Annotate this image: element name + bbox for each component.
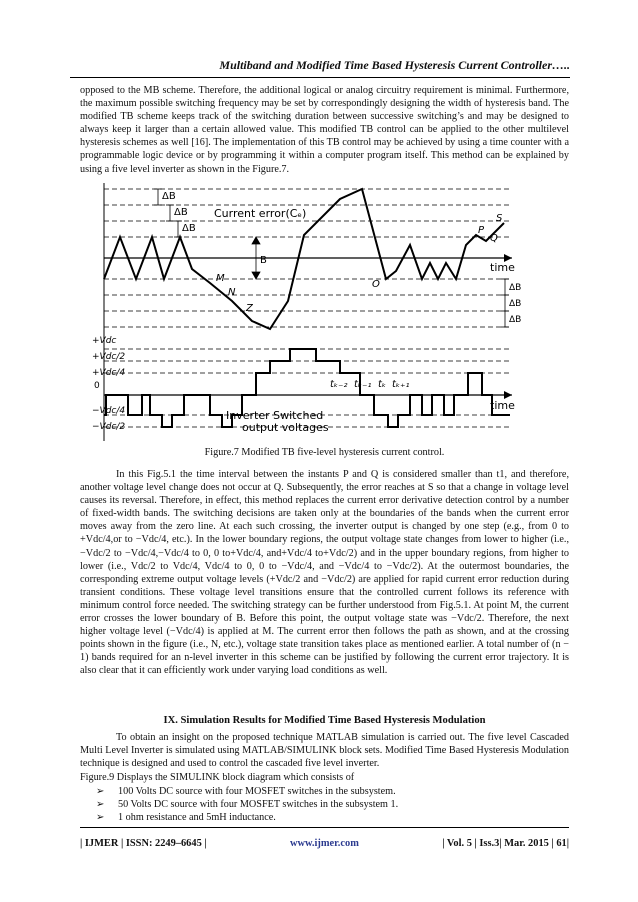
page-footer <box>80 827 569 849</box>
paragraph-intro: opposed to the MB scheme. Therefore, the additional logical or analog circuitry requirement is minimal. Furthermore, the maximum possible switching frequency may be set by correspondingly designing the width of hysteresis band. The modified TB scheme keeps track of the switching duration between successive switching’s and may be designed to always keep it larger than a certain allowed value. This modified TB control can be applied to the other multilevel hysteresis schemes as well [16]. The implementation of this TB control may be achieved by using a time counter with a programmable logic device or by programming it within a computer program itself. This method can be explained by using a five level inverter as shown in the Figure.7. <box>80 85 569 175</box>
label-delta-b-3: ΔB <box>182 223 196 234</box>
list-item: ➢ 50 Volts DC source with four MOSFET switches in the subsystem 1. <box>96 799 399 811</box>
footer-link[interactable]: www.ijmer.com <box>289 838 359 849</box>
paragraph-explanation: In this Fig.5.1 the time interval between the instants P and Q is considered smaller than t1, and therefore, another voltage level change does not occur at Q. Subsequently, the error reaches at S so that a change in voltage level causes its reversal. Therefore, in effect, this method replaces the current error derivative detection control by a number of fixed-width bands. The switching decisions are taken only at the boundaries of the bands when the current error moves away from the zero line. At each such crossing, the inverter output is changed by one step (e.g., from 0 to +Vdc/4,or to −Vdc/4, etc.). In the lower boundary regions, the output voltage state changes from lower to higher (i.e., −Vdc/2 to −Vdc/4,−Vdc/4 to 0, 0 to+Vdc/4, and+Vdc/4 to+Vdc/2) and in the upper boundary regions, from higher to lower (i.e., Vdc/2 to Vdc/4, Vdc/4 to 0, 0 to −Vdc/4, and −Vdc/4 to −Vdc/2). At the outermost boundaries, the corresponding extreme output voltage levels (+Vdc/2 and −Vdc/2) are applied for rapid current error reduction during transient conditions. These voltage level transitions ensure that the controlled current follows its reference with minimum control force needed. The switching strategy can be further understood from Fig.5.1. At point M, the current error crosses the lower boundary of B. Before this point, the output voltage state was −Vdc/2. Therefore, the next higher voltage level (−Vdc/4) is applied at M. The current error then follows the path as shown, and at the crossing points shown in the figure (i.e., N, etc.), voltage state transition takes place as mentioned earlier. A total number of (n − 1) bands required for an n-level inverter in this scheme can be justified by following the current error trajectory. It is also clear that it can efficiently work under varying load conditions as well. <box>80 469 569 677</box>
label-vdc4: +Vdc/4 <box>92 368 126 378</box>
hysteresis-figure <box>92 183 532 445</box>
label-vdc2: +Vdc/2 <box>92 352 126 362</box>
label-z: Z <box>246 303 253 314</box>
label-q: Q <box>490 233 498 244</box>
footer-journal: | IJMER | ISSN: 2249–6645 | <box>80 838 207 849</box>
label-tk+1: tₖ₊₁ <box>392 379 410 390</box>
paragraph-simulation: To obtain an insight on the proposed technique MATLAB simulation is carried out. The five level Cascaded Multi Level Inverter is simulated using MATLAB/SIMULINK block sets. Modified Time Based Hysteresis Modulation technique is designed and used to control the cascaded five level inverter. <box>80 732 569 770</box>
label-delta-b-4: ΔB <box>509 283 522 293</box>
label-o: O <box>372 279 380 290</box>
label-current-error: Current error(Cₑ) <box>214 207 307 220</box>
label-s: S <box>496 213 503 224</box>
label-vdc: +Vdc <box>92 336 117 346</box>
list-item: ➢ 100 Volts DC source with four MOSFET switches in the subsystem. <box>96 786 396 797</box>
figure-9-note: Figure.9 Displays the SIMULINK block diagram which consists of <box>80 772 355 783</box>
arrow-bullet-icon: ➢ <box>96 786 105 797</box>
list-item: ➢ 1 ohm resistance and 5mH inductance. <box>96 812 276 824</box>
label-n: N <box>228 287 236 298</box>
label-tk-2: tₖ₋₂ <box>330 379 348 390</box>
label-nvdc4: −Vdc/4 <box>92 406 126 416</box>
time-arrow-icon-2 <box>504 391 512 399</box>
label-delta-b-6: ΔB <box>509 315 522 325</box>
label-delta-b-2: ΔB <box>174 207 188 218</box>
label-time-2: time <box>490 399 515 412</box>
label-zero: 0 <box>94 381 100 391</box>
component-list <box>96 785 398 824</box>
footer-volume: | Vol. 5 | Iss.3| Mar. 2015 | 61| <box>442 838 569 849</box>
label-b: B <box>260 255 267 266</box>
label-delta-b-5: ΔB <box>509 299 522 309</box>
label-tk-1: tₖ₋₁ <box>354 379 372 390</box>
label-delta-b-1: ΔB <box>162 191 176 202</box>
figure-caption: Figure.7 Modified TB five-level hysteresis current control. <box>204 447 445 458</box>
section-heading: IX. Simulation Results for Modified Time Based Hysteresis Modulation <box>163 715 486 726</box>
running-header: Multiband and Modified Time Based Hysteresis Current Controller….. <box>70 58 570 78</box>
label-tk: tₖ <box>378 379 387 390</box>
arrow-bullet-icon: ➢ <box>96 799 105 811</box>
label-time-1: time <box>490 261 515 274</box>
label-p: P <box>478 225 485 236</box>
arrow-bullet-icon: ➢ <box>96 812 105 824</box>
label-m: M <box>216 273 225 284</box>
label-inverter-2: output voltages <box>242 421 329 434</box>
band-lines <box>104 189 510 427</box>
label-nvdc2: −Vdc/2 <box>92 422 126 432</box>
label-inverter-1: Inverter Switched <box>226 409 324 422</box>
